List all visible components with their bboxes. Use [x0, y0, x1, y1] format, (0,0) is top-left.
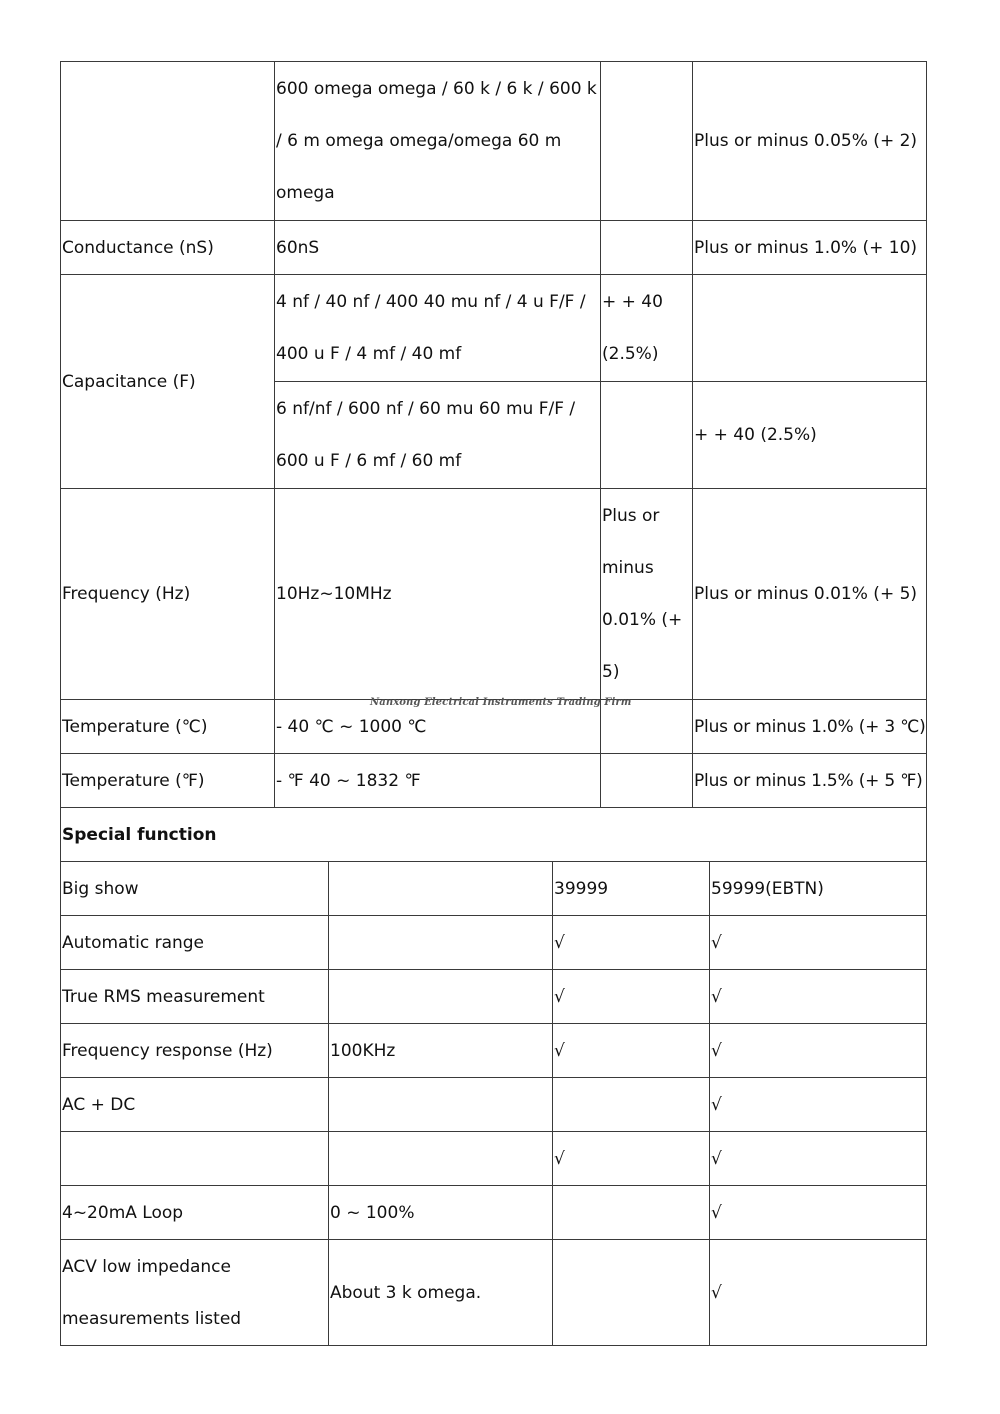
- cell-model-a: 39999: [553, 862, 710, 916]
- cell-range: 10Hz~10MHz: [275, 489, 601, 700]
- cell-accuracy-1: Plus or minus 0.01% (+ 5): [601, 489, 693, 700]
- cell-model-b: √: [710, 1078, 927, 1132]
- section-title: Special function: [61, 808, 927, 862]
- cell-function: True RMS measurement: [61, 970, 329, 1024]
- cell-accuracy-1: [601, 754, 693, 808]
- cell-range: 600 omega omega / 60 k / 6 k / 600 k / 6 m omega omega/omega 60 m omega: [275, 62, 601, 221]
- cell-function: ACV low impedance measurements listed: [61, 1240, 329, 1346]
- cell-spec: [329, 1132, 553, 1186]
- cell-range: 6 nf/nf / 600 nf / 60 mu 60 mu F/F / 600 u F / 6 mf / 60 mf: [275, 382, 601, 489]
- cell-model-a: [553, 1240, 710, 1346]
- cell-function: Big show: [61, 862, 329, 916]
- cell-model-a: √: [553, 1024, 710, 1078]
- cell-range: 4 nf / 40 nf / 400 40 mu nf / 4 u F/F / 400 u F / 4 mf / 40 mf: [275, 275, 601, 382]
- cell-function: Automatic range: [61, 916, 329, 970]
- table-row: [61, 62, 927, 221]
- cell-model-b: √: [710, 916, 927, 970]
- cell-range: - ℉ 40 ~ 1832 ℉: [275, 754, 601, 808]
- table-row: [61, 970, 927, 1024]
- cell-label: Frequency (Hz): [61, 489, 275, 700]
- cell-function: [61, 1132, 329, 1186]
- cell-model-a: √: [553, 970, 710, 1024]
- table-row: [61, 1132, 927, 1186]
- cell-model-b: √: [710, 1186, 927, 1240]
- cell-function: AC + DC: [61, 1078, 329, 1132]
- cell-function: 4~20mA Loop: [61, 1186, 329, 1240]
- cell-model-b: √: [710, 1024, 927, 1078]
- cell-model-b: √: [710, 1132, 927, 1186]
- cell-accuracy-2: [693, 275, 927, 382]
- cell-accuracy-2: + + 40 (2.5%): [693, 382, 927, 489]
- table-row: [61, 221, 927, 275]
- spec-table-top: [60, 61, 927, 808]
- table-row: [61, 1024, 927, 1078]
- cell-spec: [329, 862, 553, 916]
- cell-accuracy-1: [601, 62, 693, 221]
- cell-spec: 0 ~ 100%: [329, 1186, 553, 1240]
- cell-model-b: 59999(EBTN): [710, 862, 927, 916]
- cell-accuracy-2: Plus or minus 1.5% (+ 5 ℉): [693, 754, 927, 808]
- table-row: [61, 275, 927, 382]
- cell-label: Conductance (nS): [61, 221, 275, 275]
- table-row: [61, 754, 927, 808]
- watermark-text: Nanxong Electrical Instruments Trading Firm: [370, 697, 632, 708]
- table-row: [61, 489, 927, 700]
- cell-label: Capacitance (F): [61, 275, 275, 489]
- table-row: [61, 916, 927, 970]
- cell-accuracy-1: [601, 382, 693, 489]
- cell-label: Temperature (℉): [61, 754, 275, 808]
- cell-accuracy-2: Plus or minus 1.0% (+ 10): [693, 221, 927, 275]
- section-header-row: [61, 808, 927, 862]
- cell-accuracy-2: Plus or minus 0.01% (+ 5): [693, 489, 927, 700]
- cell-spec: [329, 970, 553, 1024]
- cell-model-b: √: [710, 1240, 927, 1346]
- cell-accuracy-2: Plus or minus 1.0% (+ 3 ℃): [693, 700, 927, 754]
- cell-spec: [329, 916, 553, 970]
- cell-model-a: [553, 1186, 710, 1240]
- cell-label: [61, 62, 275, 221]
- cell-range: 60nS: [275, 221, 601, 275]
- cell-model-a: √: [553, 916, 710, 970]
- cell-accuracy-1: [601, 221, 693, 275]
- cell-accuracy-1: + + 40 (2.5%): [601, 275, 693, 382]
- cell-model-a: [553, 1078, 710, 1132]
- table-row: [61, 1186, 927, 1240]
- table-row: [61, 862, 927, 916]
- cell-model-a: √: [553, 1132, 710, 1186]
- table-row: [61, 1240, 927, 1346]
- cell-spec: 100KHz: [329, 1024, 553, 1078]
- cell-spec: About 3 k omega.: [329, 1240, 553, 1346]
- cell-spec: [329, 1078, 553, 1132]
- cell-model-b: √: [710, 970, 927, 1024]
- special-function-table: [60, 807, 927, 1346]
- cell-function: Frequency response (Hz): [61, 1024, 329, 1078]
- cell-accuracy-2: Plus or minus 0.05% (+ 2): [693, 62, 927, 221]
- cell-label: Temperature (℃): [61, 700, 275, 754]
- table-row: [61, 1078, 927, 1132]
- cell-range: - 40 ℃ ~ 1000 ℃: [275, 700, 601, 754]
